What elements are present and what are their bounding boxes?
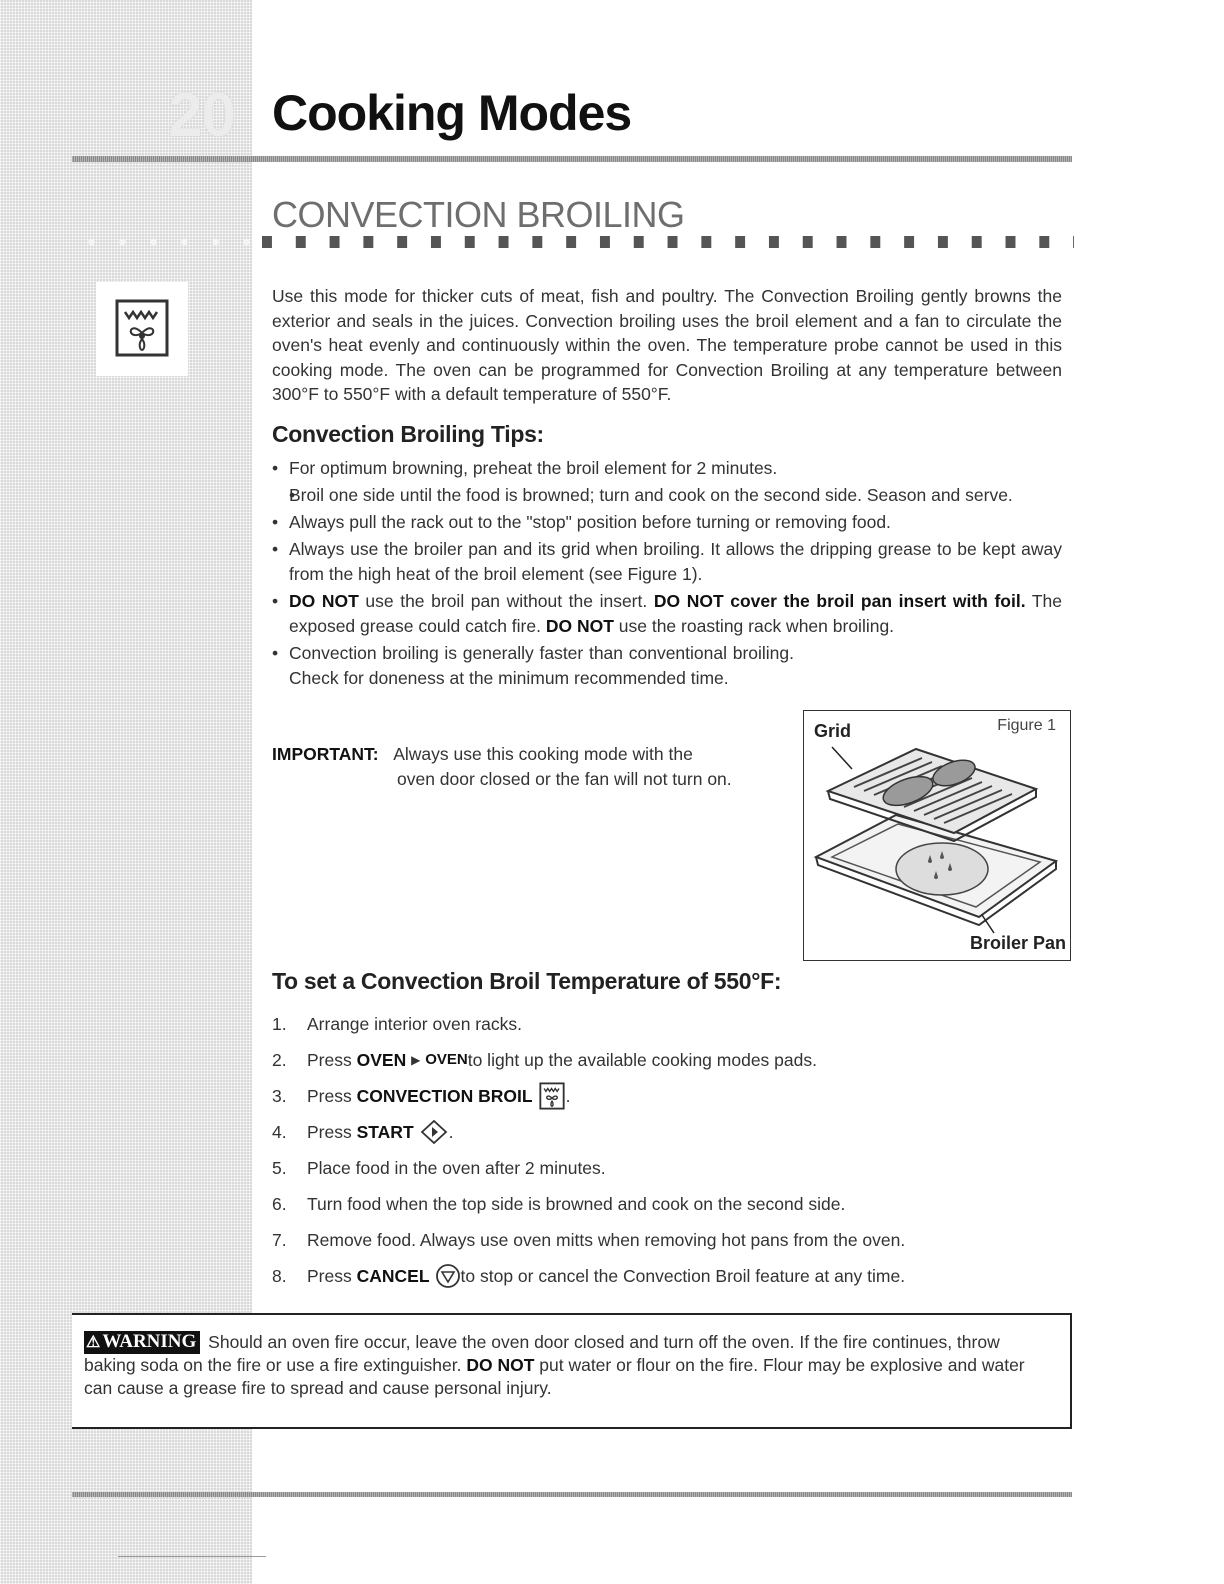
warning-triangle-icon: ⚠: [86, 1334, 101, 1351]
step-text: .: [565, 1086, 571, 1106]
step-text: Press: [307, 1122, 352, 1142]
start-icon: [419, 1119, 449, 1145]
start-key-label: START: [356, 1122, 414, 1142]
list-item: [272, 641, 794, 691]
do-not-label: DO NOT: [545, 616, 614, 636]
tip-text: Convection broiling is generally faster than conventional broiling. Check for doneness at the minimum recommended time.: [289, 643, 794, 688]
step-number: 1.: [272, 1014, 287, 1034]
intro-paragraph: Use this mode for thicker cuts of meat, fish and poultry. The Convection Broiling gently browns the exterior and seals in the juices. Convection broiling uses the broil element and a fan to circulate the oven's heat evenly and continuously within the oven. The temperature probe cannot be used in this cooking mode. The oven can be programmed for Convection Broiling at any temperature between 300°F to 550°F with a default temperature of 550°F.: [272, 286, 1062, 404]
steps-list: [272, 1006, 1062, 1294]
step-text: Press: [307, 1086, 352, 1106]
tips-heading: Convection Broiling Tips:: [272, 421, 544, 447]
list-item: • Always pull the rack out to the "stop" position before turning or removing food.: [272, 510, 1062, 535]
tip-text: The exposed grease could catch fire.: [289, 591, 1063, 636]
important-note: [272, 742, 732, 792]
arrow-right-icon: ▶: [411, 1053, 421, 1067]
convection-broil-icon: [96, 282, 188, 376]
step-text: Press: [307, 1050, 352, 1070]
oven-key-label: OVEN: [356, 1050, 407, 1070]
step-text: .: [448, 1122, 454, 1142]
broiler-pan-illustration: [804, 711, 1070, 960]
convection-broil-icon: [538, 1082, 566, 1110]
step-number: 6.: [272, 1194, 287, 1214]
warning-text-part: put water or flour on the fire. Flour may be explosive and water can cause a grease fire to spread and cause personal injury.: [84, 1355, 1025, 1398]
step-number: 7.: [272, 1230, 287, 1250]
important-line-2: oven door closed or the fan will not turn on.: [397, 769, 732, 789]
figure-label-broiler-pan: Broiler Pan: [969, 933, 1066, 953]
tip-text: use the broil pan without the insert.: [358, 591, 654, 611]
list-item: [272, 1006, 1062, 1042]
convection-broil-key-label: CONVECTION BROIL: [356, 1086, 533, 1106]
step-number: 2.: [272, 1050, 287, 1070]
section-title: CONVECTION BROILING: [272, 194, 685, 235]
steps-heading: To set a Convection Broil Temperature of 550°F:: [272, 968, 782, 994]
step-number: 4.: [272, 1122, 287, 1142]
footer-mark: [118, 1556, 266, 1557]
header-rule: [72, 156, 1072, 162]
step-number: 3.: [272, 1086, 287, 1106]
convection-broil-icon-graphic: [114, 298, 170, 358]
dotted-divider: [262, 236, 1074, 248]
step-number: 8.: [272, 1266, 287, 1286]
list-item: [272, 589, 1062, 639]
important-label: IMPORTANT:: [272, 744, 379, 764]
step-text: to stop or cancel the Convection Broil feature at any time.: [460, 1266, 906, 1286]
list-item: [272, 1222, 1062, 1258]
warning-text: [84, 1331, 1044, 1400]
list-item: • For optimum browning, preheat the broil element for 2 minutes.: [272, 456, 1062, 481]
list-item: [272, 1114, 1062, 1150]
tip-text: use the roasting rack when broiling.: [613, 616, 895, 636]
warning-do-not: DO NOT: [466, 1355, 535, 1375]
warning-badge: [84, 1331, 200, 1354]
tips-list: [272, 456, 1062, 693]
warning-badge-label: WARNING: [102, 1331, 197, 1352]
list-item: • Broil one side until the food is browned; turn and cook on the second side. Season and serve.: [272, 483, 1062, 508]
step-number: 5.: [272, 1158, 287, 1178]
do-not-label: DO NOT: [289, 591, 359, 611]
list-item: [272, 1150, 1062, 1186]
figure-broiler-pan: [803, 710, 1071, 961]
step-text: Remove food. Always use oven mitts when removing hot pans from the oven.: [307, 1230, 906, 1250]
step-text: Press: [307, 1266, 352, 1286]
step-text: Turn food when the top side is browned and cook on the second side.: [307, 1194, 846, 1214]
warning-box: [72, 1313, 1072, 1429]
list-item: [272, 1258, 1062, 1294]
page-number: 20: [168, 81, 235, 150]
cancel-key-label: CANCEL: [356, 1266, 430, 1286]
dotted-divider-light: [76, 238, 256, 246]
list-item: • Always use the broiler pan and its grid when broiling. It allows the dripping grease to be kept away from the high heat of the broil element (see Figure 1).: [272, 537, 1062, 587]
step-text: Arrange interior oven racks.: [307, 1014, 522, 1034]
footer-rule: [72, 1492, 1072, 1497]
do-not-cover-label: DO NOT cover the broil pan insert with foil.: [653, 591, 1026, 611]
figure-caption: Figure 1: [997, 717, 1056, 734]
chapter-title: Cooking Modes: [272, 85, 632, 141]
list-item: [272, 1186, 1062, 1222]
cancel-icon: [435, 1263, 461, 1289]
list-item: [272, 1042, 1062, 1078]
list-item: [272, 1078, 1062, 1114]
step-text: to light up the available cooking modes pads.: [467, 1050, 817, 1070]
important-line-1: Always use this cooking mode with the: [393, 744, 693, 764]
warning-text-part: Should an oven fire occur, leave the oven door closed and turn off the oven. If the fire continues, throw baking soda on the fire or use a fire extinguisher.: [84, 1332, 1000, 1375]
figure-label-grid: Grid: [814, 721, 852, 741]
step-text: Place food in the oven after 2 minutes.: [307, 1158, 606, 1178]
oven-key-label-small: OVEN: [425, 1051, 468, 1068]
